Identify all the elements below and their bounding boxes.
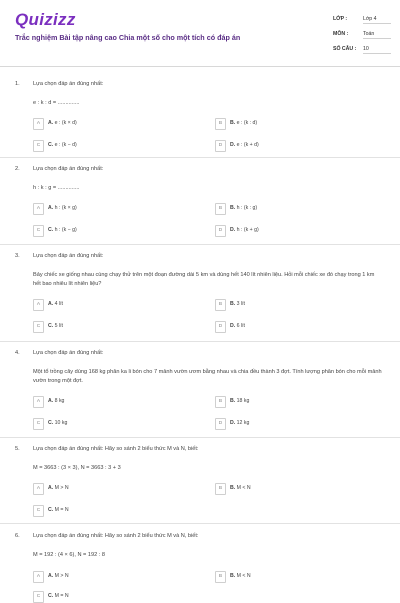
question-prompt: Lựa chọn đáp án đúng nhất: Hãy so sánh 2 biểu thức M và N, biết: [33,533,199,539]
option-text: h : (k × g) [54,205,77,211]
question-prompt: Lựa chọn đáp án đúng nhất: Hãy so sánh 2 biểu thức M và N, biết: [33,446,199,452]
question-body: Bảy chiếc xe giống nhau cùng chạy thử trên một đoạn đường dài 5 km và dùng hết 140 lít nhiên liệu. Hỏi mỗi chiếc xe đó chạy trong 1 km hết bao nhiêu lít nhiên liệu? [33,272,375,287]
question-body: Một tổ trồng cây dùng 168 kg phân ka li bón cho 7 mảnh vườn ươm bằng nhau và chia đều thành 3 đợt. Tính lượng phân bón cho mỗi mảnh vườn trong một đợt. [33,369,382,384]
option-key: A. [48,398,54,404]
question-count-label: SỐ CÂU : [333,46,357,52]
option-text: e : (k + d) [236,142,259,148]
option-text: e : (k : d) [236,120,258,126]
option-text: M < N [236,485,251,491]
subject-label: MÔN : [333,31,349,37]
question-divider [0,523,400,524]
option-letter-box: A [33,571,44,583]
option-b[interactable] [215,483,380,494]
option-text: M < N [236,573,251,579]
question-number: 2. [15,166,20,172]
option-key: C. [48,142,54,148]
question-number: 4. [15,350,20,356]
question-body: e : k : d = .............. [33,100,80,106]
option-key: B. [230,301,236,307]
option-c[interactable] [33,140,198,151]
option-letter-box: B [215,483,226,495]
option-key: B. [230,120,236,126]
page-header [0,0,400,67]
option-text: 12 kg [236,420,250,426]
option-key: B. [230,205,236,211]
option-letter-box: B [215,299,226,311]
option-a[interactable] [33,299,198,310]
option-text: 8 kg [54,398,65,404]
option-letter-box: A [33,483,44,495]
option-key: C. [48,593,54,599]
question-prompt: Lựa chọn đáp án đúng nhất: [33,166,104,172]
option-letter-box: C [33,321,44,333]
option-key: C. [48,227,54,233]
option-text: h : (k − g) [54,227,77,233]
page-title: Trắc nghiệm Bài tập nâng cao Chia một số cho một tích có đáp án [15,33,241,42]
option-key: A. [48,205,54,211]
quizizz-logo: Quizizz [15,10,76,29]
option-letter-box: D [215,140,226,152]
question-divider [0,157,400,158]
option-b[interactable] [215,203,380,214]
question-divider [0,437,400,438]
grade-value: Lớp 4 [363,16,391,24]
question-body: M = 3663 : (3 × 3), N = 3663 : 3 + 3 [33,465,121,471]
grade-label: LỚP : [333,16,348,22]
option-c[interactable] [33,591,198,602]
option-text: h : (k : g) [236,205,258,211]
option-text: 10 kg [54,420,68,426]
option-key: A. [48,573,54,579]
option-letter-box: A [33,299,44,311]
option-text: e : (k − d) [54,142,77,148]
option-text: h : (k + g) [236,227,259,233]
option-key: D. [230,227,236,233]
option-key: B. [230,573,236,579]
question-number: 3. [15,253,20,259]
question-number: 6. [15,533,20,539]
option-b[interactable] [215,299,380,310]
option-key: C. [48,507,54,513]
option-letter-box: C [33,505,44,517]
option-key: B. [230,398,236,404]
question-count-value: 10 [363,46,391,54]
option-text: M = N [54,507,69,513]
option-key: D. [230,420,236,426]
option-a[interactable] [33,203,198,214]
option-text: 6 lít [236,323,246,329]
option-key: C. [48,420,54,426]
option-text: e : (k × d) [54,120,77,126]
option-a[interactable] [33,396,198,407]
option-text: 3 lít [236,301,246,307]
option-a[interactable] [33,118,198,129]
question-number: 1. [15,81,20,87]
option-letter-box: C [33,591,44,603]
option-letter-box: B [215,396,226,408]
option-text: M = N [54,593,69,599]
option-key: C. [48,323,54,329]
option-d[interactable] [215,225,380,236]
option-letter-box: B [215,571,226,583]
option-letter-box: C [33,418,44,430]
option-c[interactable] [33,505,198,516]
option-text: 5 lít [54,323,64,329]
option-d[interactable] [215,321,380,332]
option-letter-box: A [33,118,44,130]
option-key: A. [48,301,54,307]
option-key: B. [230,485,236,491]
question-number: 5. [15,446,20,452]
subject-value: Toán [363,31,391,39]
option-letter-box: A [33,203,44,215]
option-c[interactable] [33,418,198,429]
option-text: M > N [54,573,69,579]
option-letter-box: C [33,140,44,152]
option-letter-box: D [215,225,226,237]
option-key: A. [48,120,54,126]
option-letter-box: B [215,203,226,215]
question-body: M = 192 : (4 × 6), N = 192 : 8 [33,552,105,558]
option-a[interactable] [33,483,198,494]
option-text: M > N [54,485,69,491]
option-letter-box: A [33,396,44,408]
option-letter-box: D [215,418,226,430]
question-body: h : k : g = .............. [33,185,80,191]
question-divider [0,244,400,245]
option-b[interactable] [215,396,380,407]
option-b[interactable] [215,118,380,129]
option-text: 18 kg [236,398,250,404]
option-d[interactable] [215,418,380,429]
option-letter-box: D [215,321,226,333]
option-b[interactable] [215,571,380,582]
option-letter-box: B [215,118,226,130]
question-prompt: Lựa chọn đáp án đúng nhất: [33,81,104,87]
option-d[interactable] [215,140,380,151]
question-prompt: Lựa chọn đáp án đúng nhất: [33,350,104,356]
option-letter-box: C [33,225,44,237]
option-a[interactable] [33,571,198,582]
option-key: A. [48,485,54,491]
question-prompt: Lựa chọn đáp án đúng nhất: [33,253,104,259]
option-key: D. [230,142,236,148]
option-c[interactable] [33,225,198,236]
question-divider [0,341,400,342]
option-c[interactable] [33,321,198,332]
option-key: D. [230,323,236,329]
option-text: 4 lít [54,301,64,307]
